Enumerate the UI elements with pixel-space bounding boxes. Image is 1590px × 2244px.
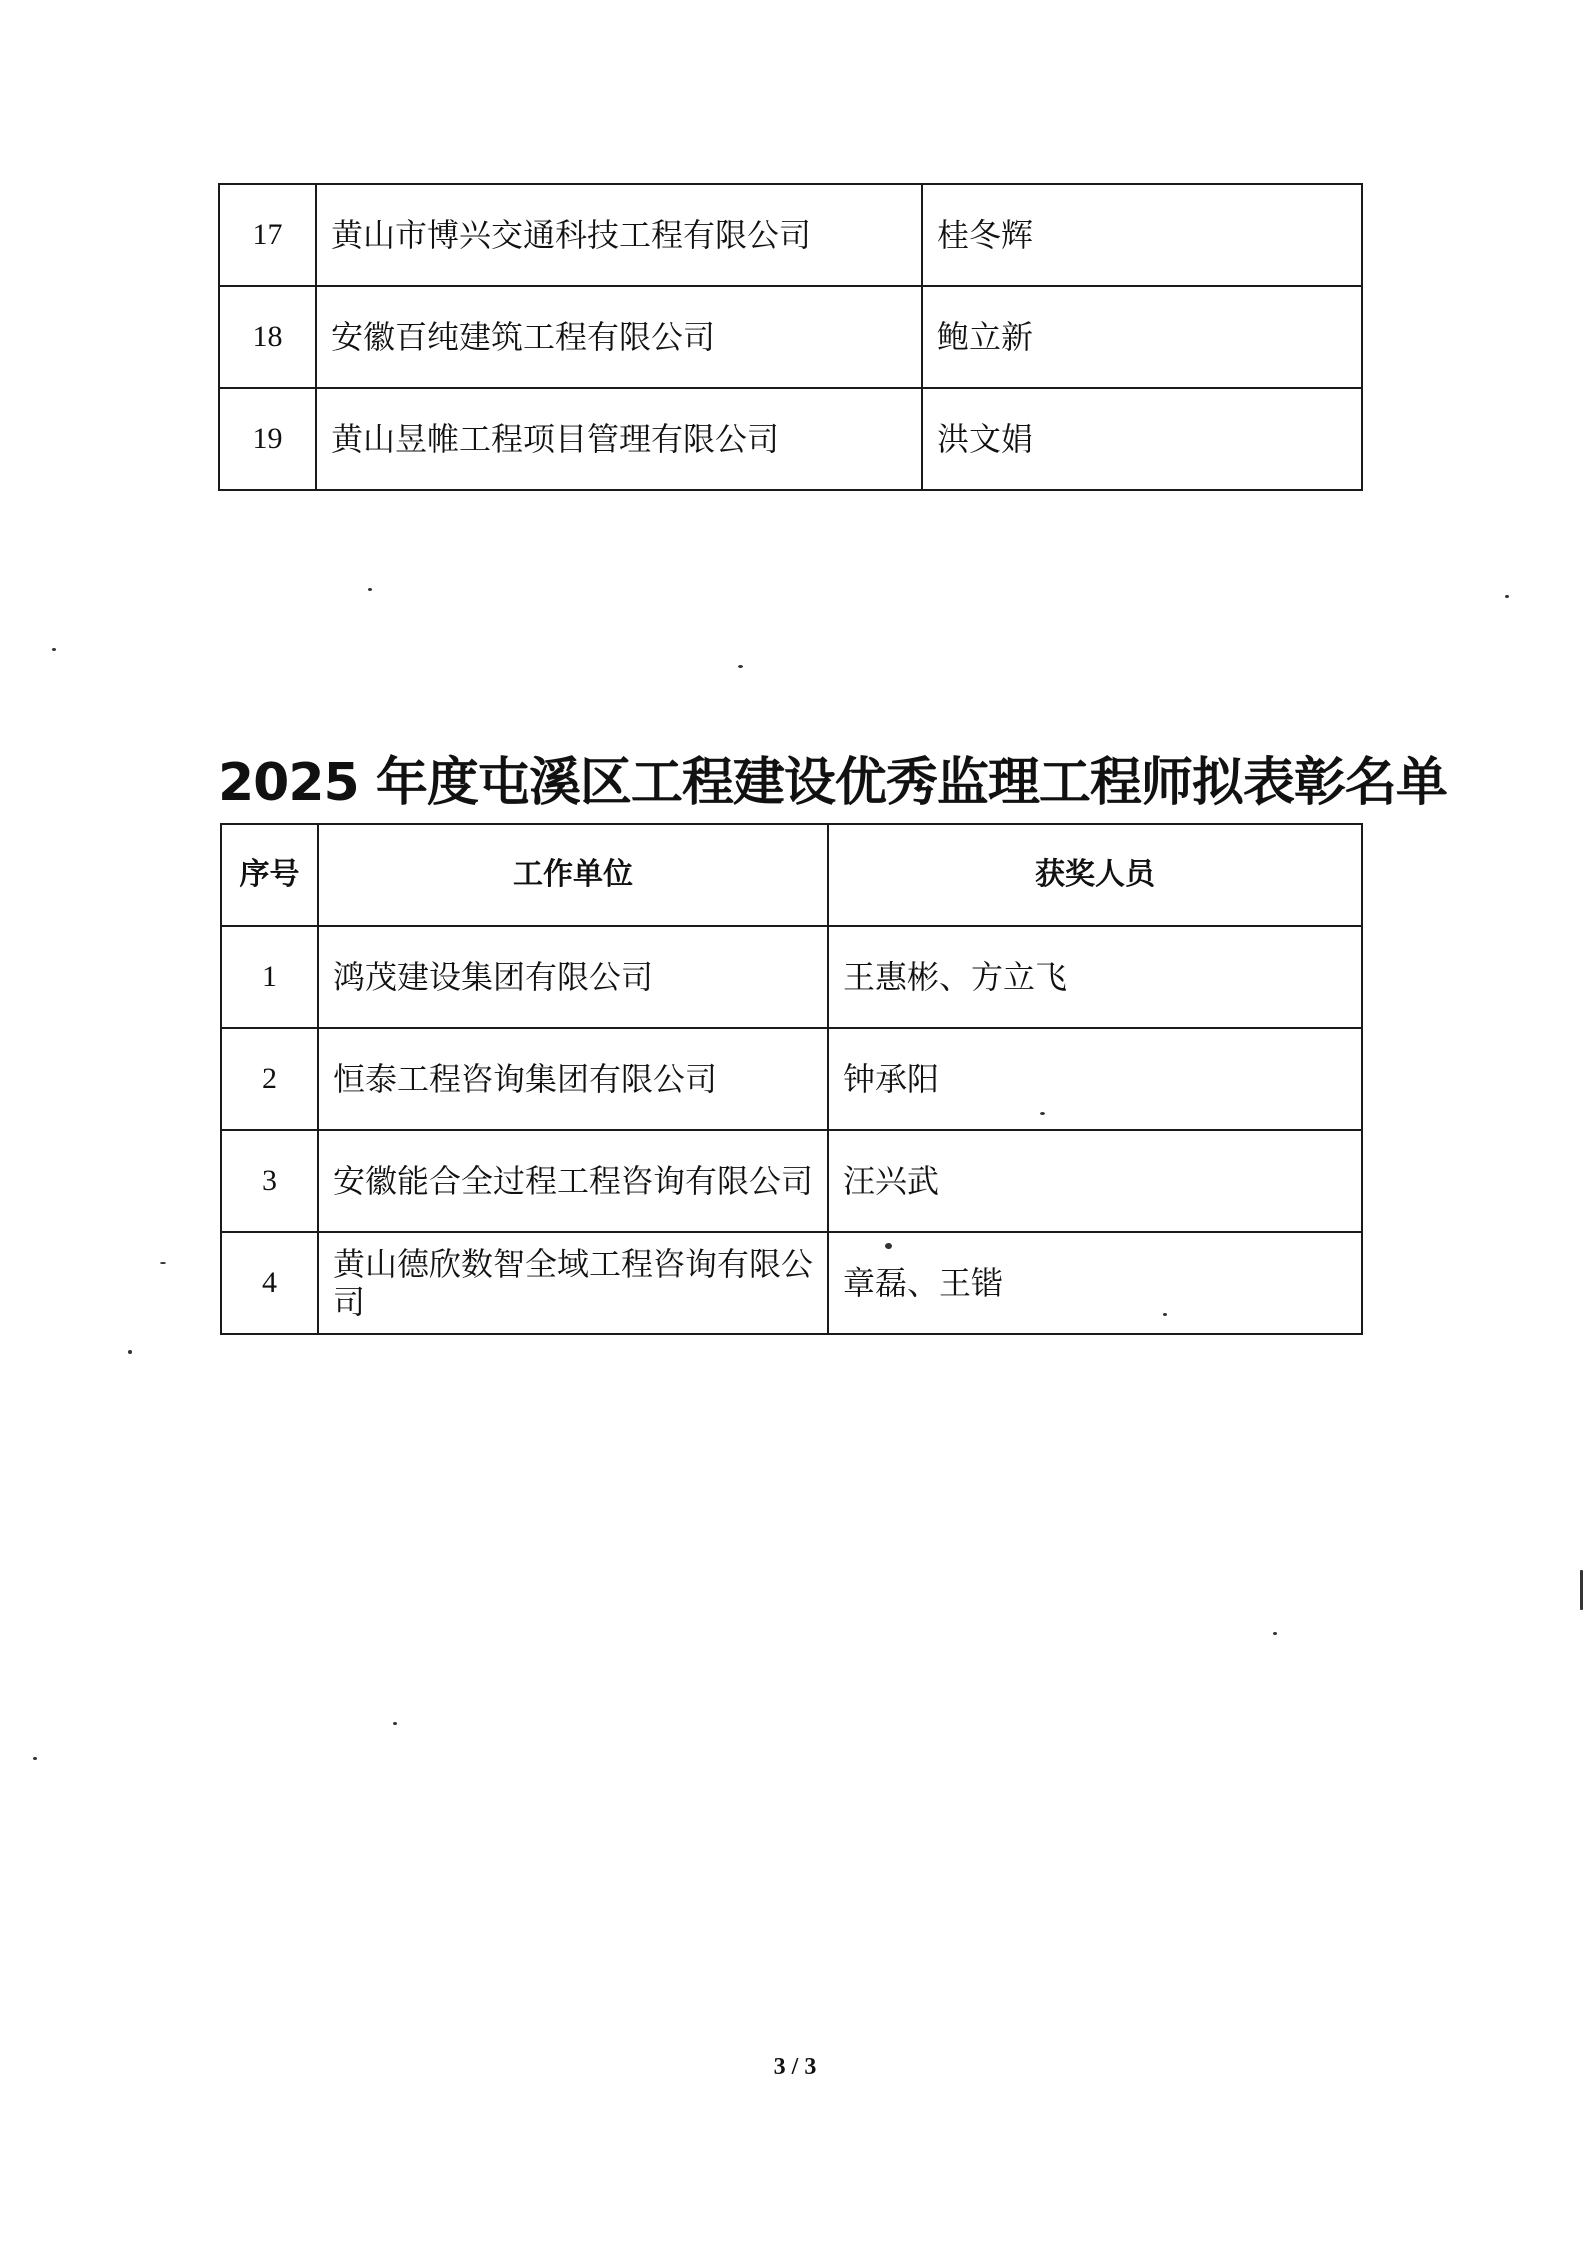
row-number: 18 [219,286,316,388]
scan-speck [368,588,372,591]
section-title: 2025 年度屯溪区工程建设优秀监理工程师拟表彰名单 [218,753,1447,813]
scan-speck [52,648,56,651]
scan-speck [1163,1313,1167,1316]
work-unit: 安徽能合全过程工程咨询有限公司 [318,1130,828,1232]
scan-speck [393,1722,397,1725]
scan-speck [738,665,743,668]
row-number: 3 [221,1130,318,1232]
scan-speck [33,1757,37,1760]
table-row [221,1028,1362,1130]
scan-speck [128,1350,132,1354]
work-unit: 黄山昱帷工程项目管理有限公司 [316,388,922,490]
scan-speck [885,1243,892,1249]
scan-speck [1273,1632,1277,1635]
scan-speck [1040,1112,1045,1115]
row-number: 17 [219,184,316,286]
row-number: 4 [221,1232,318,1334]
header-number: 序号 [221,824,318,926]
header-awardee: 获奖人员 [828,824,1362,926]
awardee: 洪文娟 [922,388,1362,490]
page-number: 3 / 3 [773,2054,817,2080]
row-number: 2 [221,1028,318,1130]
work-unit: 黄山市博兴交通科技工程有限公司 [316,184,922,286]
table-row [219,388,1362,490]
table-header-row [221,824,1362,926]
awardee: 王惠彬、方立飞 [828,926,1362,1028]
row-number: 1 [221,926,318,1028]
table-row [221,926,1362,1028]
table-row [221,1232,1362,1334]
awardee: 章磊、王锴 [828,1232,1362,1334]
awards-table [220,823,1363,1335]
awardee: 钟承阳 [828,1028,1362,1130]
scan-speck [1580,1570,1583,1610]
scan-speck [1505,595,1509,598]
scan-speck [160,1262,166,1264]
work-unit: 黄山德欣数智全域工程咨询有限公司 [318,1232,828,1334]
row-number: 19 [219,388,316,490]
continued-table [218,183,1363,491]
work-unit: 安徽百纯建筑工程有限公司 [316,286,922,388]
work-unit: 鸿茂建设集团有限公司 [318,926,828,1028]
awardee: 鲍立新 [922,286,1362,388]
table-row [219,286,1362,388]
awardee: 汪兴武 [828,1130,1362,1232]
awardee: 桂冬辉 [922,184,1362,286]
work-unit: 恒泰工程咨询集团有限公司 [318,1028,828,1130]
header-work-unit: 工作单位 [318,824,828,926]
table-row [219,184,1362,286]
table-row [221,1130,1362,1232]
